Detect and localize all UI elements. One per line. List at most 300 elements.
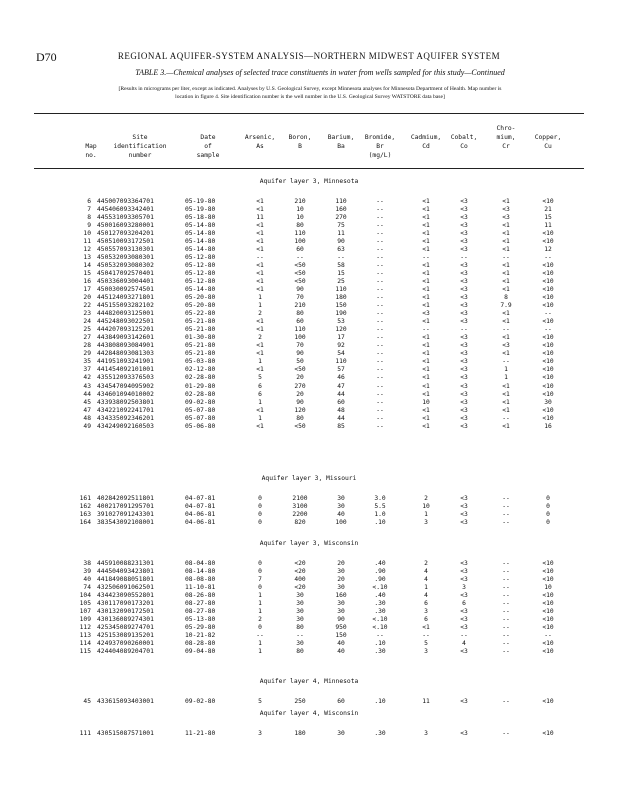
table-cell-cobalt: <3 bbox=[460, 262, 468, 270]
table-cell-copper: <10 bbox=[542, 358, 554, 366]
table-cell-boron: 110 bbox=[294, 230, 306, 238]
table-cell-map: 49 bbox=[83, 422, 91, 430]
table-cell-map: 113 bbox=[79, 632, 91, 640]
table-cell-boron: 60 bbox=[296, 318, 304, 326]
table-cell-copper: <10 bbox=[542, 608, 554, 616]
table-cell-copper: 10 bbox=[544, 584, 552, 592]
table-cell-copper: <10 bbox=[542, 294, 554, 302]
table-cell-bromide: .30 bbox=[374, 600, 386, 608]
table-cell-chromium: -- bbox=[502, 568, 510, 575]
table-cell-date: 08-04-80 bbox=[185, 560, 216, 567]
column-header-copper: Cu bbox=[544, 143, 552, 150]
table-cell-copper: 0 bbox=[546, 519, 550, 527]
table-cell-arsenic: 0 bbox=[258, 495, 262, 502]
table-cell-barium: 44 bbox=[337, 390, 345, 398]
table-cell-chromium: -- bbox=[502, 511, 510, 518]
table-cell-arsenic: 0 bbox=[258, 624, 262, 632]
table-cell-cobalt: <3 bbox=[460, 238, 468, 246]
section-title: Aquifer layer 3, Wisconsin bbox=[259, 540, 359, 547]
table-cell-cobalt: <3 bbox=[460, 198, 468, 205]
table-notes bbox=[90, 85, 530, 101]
table-cell-site: 425153089135201 bbox=[97, 632, 154, 640]
table-cell-bromide: -- bbox=[376, 254, 384, 262]
table-cell-cobalt: <3 bbox=[460, 286, 468, 294]
table-cell-cobalt: <3 bbox=[460, 222, 468, 230]
table-cell-copper: -- bbox=[544, 310, 552, 318]
table-cell-arsenic: <1 bbox=[256, 318, 264, 326]
table-cell-boron: 80 bbox=[296, 648, 304, 656]
table-cell-site: 450510093172501 bbox=[97, 238, 154, 246]
table-cell-bromide: .90 bbox=[374, 568, 386, 575]
table-cell-boron: 2100 bbox=[292, 495, 308, 502]
table-cell-boron: 10 bbox=[296, 214, 304, 221]
table-cell-copper: <10 bbox=[542, 198, 554, 205]
table-cell-cobalt: <3 bbox=[460, 246, 468, 254]
table-cell-barium: 17 bbox=[337, 334, 345, 342]
table-cell-map: 35 bbox=[83, 358, 91, 366]
column-header-map: Map bbox=[85, 143, 97, 150]
column-header-boron: Boron, bbox=[288, 134, 312, 141]
table-cell-copper: 11 bbox=[544, 222, 552, 230]
table-cell-site: 402842092511801 bbox=[97, 495, 154, 502]
table-cell-cobalt: <3 bbox=[460, 592, 468, 600]
table-cell-chromium: -- bbox=[502, 608, 510, 616]
table-cell-cobalt: 6 bbox=[462, 600, 466, 608]
table-cell-barium: 11 bbox=[337, 230, 345, 238]
table-cell-date: 05-21-80 bbox=[185, 350, 216, 358]
table-cell-cadmium: 4 bbox=[424, 592, 428, 600]
table-cell-map: 10 bbox=[83, 230, 91, 238]
table-cell-cobalt: <3 bbox=[460, 366, 468, 374]
table-cell-site: 450127093204201 bbox=[97, 230, 154, 238]
table-cell-cadmium: <1 bbox=[422, 358, 430, 366]
table-cell-arsenic: <1 bbox=[256, 262, 264, 270]
table-cell-site: 450532093080302 bbox=[97, 262, 154, 270]
table-cell-boron: 60 bbox=[296, 246, 304, 254]
table-cell-date: 05-12-80 bbox=[185, 278, 216, 286]
column-header-boron: B bbox=[298, 143, 302, 150]
table-cell-boron: 250 bbox=[294, 698, 306, 705]
table-cell-date: 11-21-80 bbox=[185, 730, 216, 737]
table-cell-date: 05-13-80 bbox=[185, 616, 216, 624]
table-cell-copper: <10 bbox=[542, 270, 554, 278]
table-cell-arsenic: <1 bbox=[256, 270, 264, 278]
table-cell-site: 430132090172501 bbox=[97, 608, 154, 616]
table-cell-chromium: -- bbox=[502, 576, 510, 583]
table-cell-boron: 3100 bbox=[292, 503, 308, 510]
table-cell-chromium: <1 bbox=[502, 246, 510, 254]
column-header-date: sample bbox=[196, 152, 220, 159]
table-cell-map: 112 bbox=[79, 624, 91, 632]
table-cell-arsenic: 1 bbox=[258, 600, 262, 608]
table-cell-arsenic: <1 bbox=[256, 286, 264, 294]
table-cell-barium: 40 bbox=[337, 640, 345, 648]
table-cell-chromium: <1 bbox=[502, 350, 510, 358]
table-cell-site: 424404089204701 bbox=[97, 648, 154, 656]
table-cell-map: 74 bbox=[83, 584, 91, 592]
table-cell-date: 04-07-81 bbox=[185, 495, 216, 502]
table-cell-barium: 40 bbox=[337, 511, 345, 518]
table-cell-site: 441849088051801 bbox=[97, 576, 154, 583]
table-cell-boron: 90 bbox=[296, 286, 304, 294]
table-cell-date: 04-07-81 bbox=[185, 503, 216, 510]
table-cell-bromide: -- bbox=[376, 358, 384, 366]
table-cell-boron: <50 bbox=[294, 278, 306, 286]
table-cell-cadmium: 1 bbox=[424, 511, 428, 518]
table-cell-arsenic: <1 bbox=[256, 278, 264, 286]
table-cell-copper: <10 bbox=[542, 616, 554, 624]
table-cell-copper: <10 bbox=[542, 592, 554, 600]
column-header-chromium: Cr bbox=[502, 143, 510, 150]
table-cell-site: 434221092241701 bbox=[97, 406, 154, 414]
table-cell-barium: 40 bbox=[337, 648, 345, 656]
table-cell-barium: 150 bbox=[335, 632, 347, 640]
table-cell-arsenic: 1 bbox=[258, 648, 262, 656]
table-cell-chromium: <3 bbox=[502, 342, 510, 350]
table-cell-copper: <10 bbox=[542, 600, 554, 608]
column-header-site: identification bbox=[113, 143, 167, 150]
table-cell-cadmium: <1 bbox=[422, 286, 430, 294]
table-cell-cobalt: <3 bbox=[460, 214, 468, 221]
table-cell-cobalt: <3 bbox=[460, 318, 468, 326]
table-cell-copper: <10 bbox=[542, 414, 554, 422]
column-header-map: no. bbox=[85, 152, 97, 159]
table-cell-site: 450557093130301 bbox=[97, 246, 154, 254]
table-cell-bromide: .30 bbox=[374, 608, 386, 616]
table-cell-chromium: -- bbox=[502, 592, 510, 600]
table-cell-bromide: .10 bbox=[374, 519, 386, 527]
table-cell-cadmium: 3 bbox=[424, 608, 428, 616]
table-cell-arsenic: 0 bbox=[258, 568, 262, 575]
table-cell-arsenic: 11 bbox=[256, 214, 264, 221]
table-cell-site: 450532093080301 bbox=[97, 254, 154, 262]
table-cell-arsenic: 2 bbox=[258, 334, 262, 342]
table-cell-boron: 120 bbox=[294, 406, 306, 414]
table-cell-cadmium: 6 bbox=[424, 600, 428, 608]
table-cell-arsenic: <1 bbox=[256, 406, 264, 414]
table-cell-barium: 190 bbox=[335, 310, 347, 318]
table-cell-site: 432506091062501 bbox=[97, 584, 154, 592]
table-cell-date: 05-20-80 bbox=[185, 302, 216, 310]
table-cell-map: 104 bbox=[79, 592, 91, 600]
table-cell-copper: -- bbox=[544, 254, 552, 262]
table-cell-date: 05-14-80 bbox=[185, 222, 216, 230]
table-cell-cobalt: <3 bbox=[460, 511, 468, 518]
table-cell-boron: <50 bbox=[294, 262, 306, 270]
table-cell-cadmium: <1 bbox=[422, 406, 430, 414]
table-cell-bromide: -- bbox=[376, 230, 384, 238]
table-cell-bromide: 1.0 bbox=[374, 511, 386, 518]
table-cell-date: 05-29-80 bbox=[185, 624, 216, 632]
table-cell-chromium: -- bbox=[502, 640, 510, 648]
table-cell-chromium: 8 bbox=[504, 294, 508, 302]
table-cell-boron: 70 bbox=[296, 294, 304, 302]
table-cell-map: 20 bbox=[83, 294, 91, 302]
table-cell-site: 434249092160503 bbox=[97, 422, 154, 430]
table-cell-barium: 110 bbox=[335, 198, 347, 205]
table-cell-cobalt: -- bbox=[460, 632, 468, 640]
column-header-arsenic: As bbox=[256, 143, 264, 150]
table-cell-cadmium: <1 bbox=[422, 214, 430, 221]
table-cell-cobalt: <3 bbox=[460, 519, 468, 527]
table-cell-bromide: .30 bbox=[374, 648, 386, 656]
table-cell-arsenic: <1 bbox=[256, 342, 264, 350]
table-cell-barium: 30 bbox=[337, 495, 345, 502]
table-cell-site: 434423090552801 bbox=[97, 592, 154, 600]
running-title: REGIONAL AQUIFER-SYSTEM ANALYSIS—NORTHERN MIDWEST AQUIFER SYSTEM bbox=[117, 51, 501, 61]
table-cell-barium: 270 bbox=[335, 214, 347, 221]
table-cell-bromide: -- bbox=[376, 326, 384, 334]
table-cell-barium: 46 bbox=[337, 374, 345, 382]
table-cell-date: 02-12-80 bbox=[185, 366, 216, 374]
table-cell-copper: <10 bbox=[542, 390, 554, 398]
table-cell-boron: 30 bbox=[296, 592, 304, 600]
table-cell-site: 445248093022501 bbox=[97, 318, 154, 326]
table-cell-map: 44 bbox=[83, 390, 91, 398]
table-cell-site: 434335092346201 bbox=[97, 414, 154, 422]
table-cell-site: 442848093081303 bbox=[97, 350, 154, 358]
table-cell-cadmium: 3 bbox=[424, 730, 428, 737]
table-cell-site: 445406093342401 bbox=[97, 206, 154, 213]
table-cell-cobalt: <3 bbox=[460, 624, 468, 632]
table-cell-cadmium: <1 bbox=[422, 350, 430, 358]
column-header-site: number bbox=[128, 152, 152, 159]
table-cell-bromide: -- bbox=[376, 414, 384, 422]
table-cell-arsenic: <1 bbox=[256, 222, 264, 230]
table-cell-arsenic: <1 bbox=[256, 246, 264, 254]
table-cell-arsenic: 0 bbox=[258, 511, 262, 518]
table-cell-arsenic: <1 bbox=[256, 238, 264, 246]
table-cell-arsenic: 0 bbox=[258, 584, 262, 592]
table-cell-copper: 12 bbox=[544, 246, 552, 254]
table-cell-site: 445124093271801 bbox=[97, 294, 154, 302]
table-cell-copper: <10 bbox=[542, 302, 554, 310]
page-number: D70 bbox=[36, 50, 57, 64]
table-cell-arsenic: 3 bbox=[258, 730, 262, 737]
table-cell-chromium: -- bbox=[502, 648, 510, 656]
table-cell-map: 114 bbox=[79, 640, 91, 648]
table-cell-boron: 2200 bbox=[292, 511, 308, 518]
table-cell-cadmium: <1 bbox=[422, 302, 430, 310]
table-cell-copper: <10 bbox=[542, 374, 554, 382]
table-cell-barium: 30 bbox=[337, 608, 345, 616]
table-cell-map: 37 bbox=[83, 366, 91, 374]
section-title: Aquifer layer 3, Minnesota bbox=[259, 178, 359, 185]
table-cell-map: 164 bbox=[79, 519, 91, 527]
table-cell-bromide: -- bbox=[376, 390, 384, 398]
table-cell-cadmium: -- bbox=[422, 326, 430, 334]
table-cell-arsenic: <1 bbox=[256, 422, 264, 430]
table-cell-cadmium: 4 bbox=[424, 568, 428, 575]
table-cell-cobalt: <3 bbox=[460, 334, 468, 342]
table-cell-barium: 48 bbox=[337, 406, 345, 414]
table-cell-site: 445910088231301 bbox=[97, 560, 154, 567]
table-cell-boron: 180 bbox=[294, 730, 306, 737]
table-cell-chromium: -- bbox=[502, 632, 510, 640]
table-cell-arsenic: 6 bbox=[258, 382, 262, 390]
table-cell-copper: <10 bbox=[542, 568, 554, 575]
table-cell-copper: 16 bbox=[544, 422, 552, 430]
table-cell-cobalt: <3 bbox=[460, 374, 468, 382]
table-cell-boron: 30 bbox=[296, 600, 304, 608]
table-cell-cobalt: <3 bbox=[460, 294, 468, 302]
table-cell-cadmium: 2 bbox=[424, 495, 428, 502]
column-header-chromium: Chro- bbox=[496, 125, 516, 132]
table-cell-bromide: .10 bbox=[374, 640, 386, 648]
table-cell-barium: 90 bbox=[337, 616, 345, 624]
table-cell-copper: <10 bbox=[542, 286, 554, 294]
table-cell-map: 43 bbox=[83, 382, 91, 390]
table-cell-map: 17 bbox=[83, 286, 91, 294]
table-cell-map: 162 bbox=[79, 503, 91, 510]
table-cell-cobalt: <3 bbox=[460, 342, 468, 350]
table-cell-barium: 20 bbox=[337, 560, 345, 567]
table-top-rule bbox=[34, 113, 584, 114]
table-cell-map: 27 bbox=[83, 334, 91, 342]
table-cell-cadmium: <1 bbox=[422, 230, 430, 238]
table-cell-copper: <10 bbox=[542, 624, 554, 632]
table-cell-map: 111 bbox=[79, 730, 91, 737]
table-cell-chromium: 1 bbox=[504, 374, 508, 382]
table-cell-site: 444207093125201 bbox=[97, 326, 154, 334]
table-cell-boron: 20 bbox=[296, 390, 304, 398]
table-cell-cobalt: <3 bbox=[460, 206, 468, 213]
table-cell-date: 05-21-80 bbox=[185, 318, 216, 326]
table-cell-map: 38 bbox=[83, 560, 91, 567]
column-header-site: Site bbox=[132, 134, 148, 141]
table-cell-cadmium: <1 bbox=[422, 238, 430, 246]
table-cell-chromium: -- bbox=[502, 519, 510, 527]
table-cell-map: 16 bbox=[83, 278, 91, 286]
table-cell-boron: 100 bbox=[294, 238, 306, 246]
table-cell-barium: 150 bbox=[335, 302, 347, 310]
table-cell-map: 7 bbox=[87, 206, 91, 213]
table-cell-cadmium: <1 bbox=[422, 366, 430, 374]
table-cell-boron: 90 bbox=[296, 398, 304, 406]
table-cell-site: 450016093280001 bbox=[97, 222, 154, 230]
table-cell-bromide: -- bbox=[376, 342, 384, 350]
table-cell-chromium: -- bbox=[502, 495, 510, 502]
table-cell-site: 433615093403001 bbox=[97, 698, 154, 705]
table-cell-chromium: <1 bbox=[502, 198, 510, 205]
table-cell-arsenic: 1 bbox=[258, 294, 262, 302]
table-cell-arsenic: <1 bbox=[256, 206, 264, 213]
table-note-line: location in figure 4. Site identification number is the well number in the U.S. Geological Survey WATSTORE data base] bbox=[175, 94, 445, 100]
table-note-line: [Results in micrograms per liter, except as indicated. Analyses by U.S. Geological Survey, except Minnesota analyses for Minnesota Department of Health. Map number is bbox=[118, 86, 502, 92]
table-cell-boron: <20 bbox=[294, 560, 306, 567]
table-cell-boron: 210 bbox=[294, 302, 306, 310]
table-cell-chromium: -- bbox=[502, 600, 510, 608]
table-cell-barium: 160 bbox=[335, 592, 347, 600]
table-cell-date: 05-19-80 bbox=[185, 206, 216, 213]
column-header-bromide: (mg/L) bbox=[368, 152, 392, 159]
table-cell-cobalt: <3 bbox=[460, 350, 468, 358]
table-cell-date: 08-28-80 bbox=[185, 640, 216, 648]
table-cell-cobalt: -- bbox=[460, 326, 468, 334]
table-cell-site: 444820093125001 bbox=[97, 310, 154, 318]
table-cell-barium: 92 bbox=[337, 342, 345, 350]
table-cell-cobalt: 3 bbox=[462, 584, 466, 592]
column-header-date: Date bbox=[200, 134, 216, 141]
table-cell-arsenic: 0 bbox=[258, 560, 262, 567]
table-cell-bromide: -- bbox=[376, 398, 384, 406]
table-cell-bromide: -- bbox=[376, 262, 384, 270]
table-cell-cobalt: <3 bbox=[460, 495, 468, 502]
table-cell-copper: 0 bbox=[546, 495, 550, 502]
table-cell-boron: <50 bbox=[294, 270, 306, 278]
table-cell-bromide: .40 bbox=[374, 560, 386, 567]
table-cell-copper: <10 bbox=[542, 648, 554, 656]
table-cell-copper: <10 bbox=[542, 334, 554, 342]
table-cell-bromide: -- bbox=[376, 374, 384, 382]
column-header-bromide: Br bbox=[376, 143, 384, 150]
table-cell-chromium: <1 bbox=[502, 334, 510, 342]
table-cell-site: 430515087571001 bbox=[97, 730, 154, 737]
column-header-arsenic: Arsenic, bbox=[244, 134, 276, 141]
table-cell-copper: -- bbox=[544, 326, 552, 334]
table-cell-bromide: .90 bbox=[374, 576, 386, 583]
table-cell-cobalt: <3 bbox=[460, 422, 468, 430]
table-cell-date: 05-07-80 bbox=[185, 414, 216, 422]
table-cell-boron: 110 bbox=[294, 326, 306, 334]
table-cell-map: 45 bbox=[83, 698, 91, 705]
table-cell-site: 445007093364701 bbox=[97, 198, 154, 205]
column-header-copper: Copper, bbox=[534, 134, 562, 141]
table-cell-copper: 30 bbox=[544, 398, 552, 406]
table-cell-site: 441454092101001 bbox=[97, 366, 154, 374]
table-cell-date: 05-07-80 bbox=[185, 406, 216, 414]
table-cell-arsenic: 7 bbox=[258, 576, 262, 583]
table-cell-cobalt: <3 bbox=[460, 414, 468, 422]
table-cell-map: 42 bbox=[83, 374, 91, 382]
column-header-date: of bbox=[204, 143, 212, 150]
table-cell-cadmium: 10 bbox=[422, 503, 430, 510]
column-header-cobalt: Cobalt, bbox=[450, 134, 478, 141]
table-cell-arsenic: 5 bbox=[258, 698, 262, 705]
column-header-cadmium: Cd bbox=[422, 143, 430, 150]
table-cell-site: 434601094010002 bbox=[97, 390, 154, 398]
table-cell-boron: <20 bbox=[294, 584, 306, 592]
table-cell-bromide: .30 bbox=[374, 730, 386, 737]
table-cell-copper: -- bbox=[544, 632, 552, 640]
table-cell-cobalt: -- bbox=[460, 254, 468, 262]
column-header-cadmium: Cadmium, bbox=[410, 134, 442, 141]
table-cell-date: 04-06-81 bbox=[185, 511, 216, 518]
table-cell-chromium: <1 bbox=[502, 390, 510, 398]
table-cell-bromide: .40 bbox=[374, 592, 386, 600]
table-cell-bromide: -- bbox=[376, 246, 384, 254]
table-cell-site: 430136089274301 bbox=[97, 616, 154, 624]
table-cell-barium: 58 bbox=[337, 262, 345, 270]
table-cell-date: 05-18-80 bbox=[185, 214, 216, 221]
table-cell-chromium: <1 bbox=[502, 422, 510, 430]
table-cell-cadmium: -- bbox=[422, 254, 430, 262]
table-cell-arsenic: 0 bbox=[258, 503, 262, 510]
table-cell-chromium: -- bbox=[502, 503, 510, 510]
table-cell-cadmium: <1 bbox=[422, 278, 430, 286]
table-cell-barium: 53 bbox=[337, 318, 345, 326]
table-cell-boron: 80 bbox=[296, 310, 304, 318]
table-cell-cadmium: <1 bbox=[422, 414, 430, 422]
table-cell-map: 12 bbox=[83, 246, 91, 254]
table-cell-map: 15 bbox=[83, 270, 91, 278]
table-cell-cobalt: <3 bbox=[460, 278, 468, 286]
table-cell-bromide: <.10 bbox=[372, 584, 388, 592]
table-cell-arsenic: 1 bbox=[258, 302, 262, 310]
table-cell-site: 430117090173201 bbox=[97, 600, 154, 608]
table-cell-date: 04-06-81 bbox=[185, 519, 216, 527]
table-cell-bromide: -- bbox=[376, 406, 384, 414]
